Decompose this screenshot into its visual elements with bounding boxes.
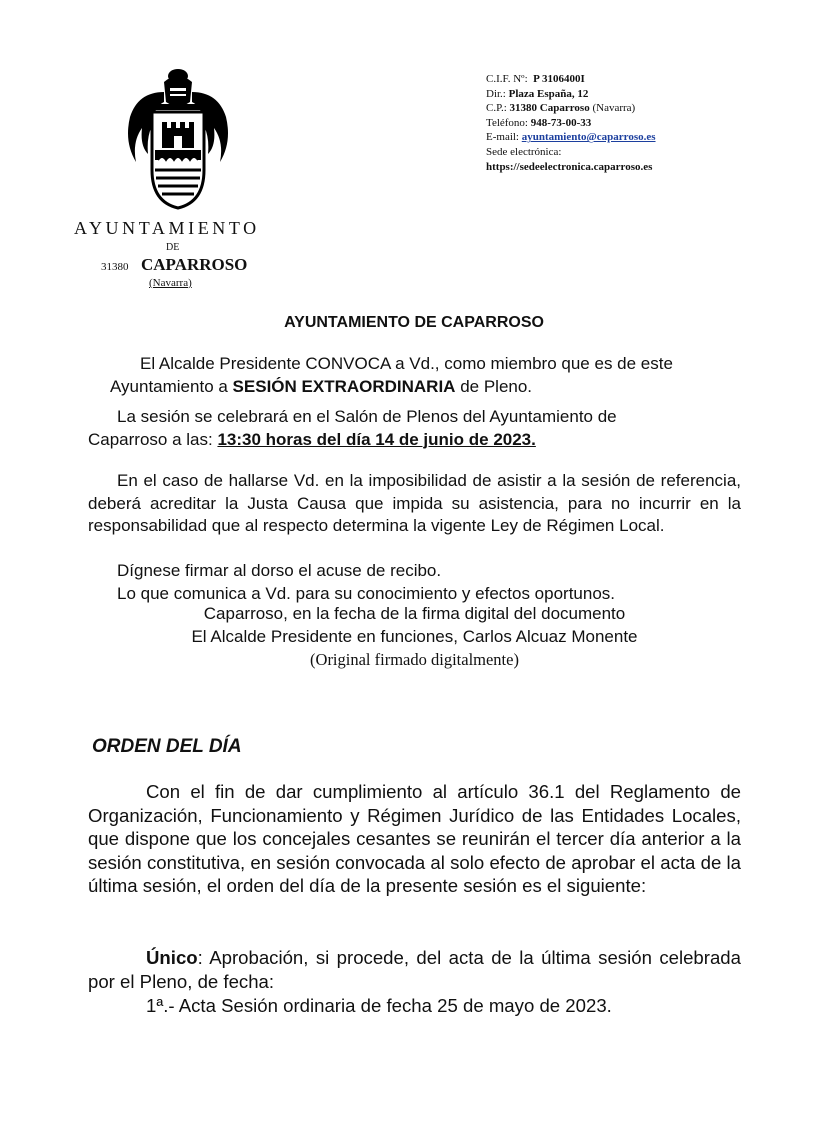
unico-label: Único	[146, 947, 198, 968]
cif-line: C.I.F. Nº: P 3106400I	[486, 73, 585, 85]
session-paragraph	[88, 406, 741, 451]
region-name: (Navarra)	[149, 277, 192, 289]
communication-text: Lo que comunica a Vd. para su conocimiento y efectos oportunos.	[117, 584, 616, 603]
agenda-intro: Con el fin de dar cumplimiento al artículo 36.1 del Reglamento de Organización, Funcionamiento y Régimen Jurídico de las Entidades Locales, que dispone que los concejales cesantes se reunirán el tercer día anterior a la sesión constitutiva, en sesión convocada al solo efecto de aprobar el acta de la última sesión, el orden del día de la presente sesión es el siguiente:	[88, 781, 741, 897]
absence-paragraph: En el caso de hallarse Vd. en la imposibilidad de asistir a la sesión de referencia, deberá acreditar la Justa Causa que impida su asistencia, para no incurrir en la responsabilidad que al respecto determina la vigente Ley de Régimen Local.	[88, 471, 741, 535]
agenda-title: ORDEN DEL DÍA	[92, 736, 242, 757]
convocatoria-paragraph	[88, 353, 741, 398]
email-link[interactable]: ayuntamiento@caparroso.es	[521, 131, 656, 144]
org-name: AYUNTAMIENTO	[74, 218, 260, 238]
session-line2: Caparroso a las: 13:30 horas del día 14 de junio de 2023.	[88, 429, 536, 449]
signature-place: Caparroso, en la fecha de la firma digital del documento	[203, 604, 626, 623]
contact-block	[486, 72, 656, 174]
cp-line: C.P.: 31380 Caparroso (Navarra)	[486, 102, 636, 115]
convocatoria-line2: Ayuntamiento a SESIÓN EXTRAORDINARIA de Pleno.	[110, 376, 533, 396]
org-name-de: DE	[166, 242, 180, 253]
email-line: E-mail: ayuntamiento@caparroso.es	[486, 131, 656, 144]
convocatoria-line1: El Alcalde Presidente CONVOCA a Vd., como miembro que es de este	[140, 354, 673, 373]
town-name: CAPARROSO	[141, 255, 248, 274]
phone-line: Teléfono: 948-73-00-33	[486, 116, 592, 129]
signature-name: El Alcalde Presidente en funciones, Carlos Alcuaz Monente	[191, 627, 638, 646]
session-line1: La sesión se celebrará en el Salón de Plenos del Ayuntamiento de	[117, 407, 617, 426]
coat-of-arms-icon	[118, 62, 238, 212]
sede-url: https://sedeelectronica.caparroso.es	[486, 160, 653, 173]
postal-code: 31380	[101, 261, 129, 273]
session-datetime: 13:30 horas del día 14 de junio de 2023.	[217, 429, 536, 449]
agenda-subitem: 1ª.- Acta Sesión ordinaria de fecha 25 de mayo de 2023.	[146, 995, 612, 1016]
sede-label: Sede electrónica:	[486, 145, 562, 158]
agenda-item-unico: Único: Aprobación, si procede, del acta de la última sesión celebrada por el Pleno, de fecha:	[88, 947, 741, 992]
acknowledgement-text: Dígnese firmar al dorso el acuse de recibo.	[117, 561, 442, 580]
document-title: AYUNTAMIENTO DE CAPARROSO	[284, 314, 544, 331]
signature-note: (Original firmado digitalmente)	[310, 650, 519, 669]
address-line: Dir.: Plaza España, 12	[486, 87, 589, 100]
